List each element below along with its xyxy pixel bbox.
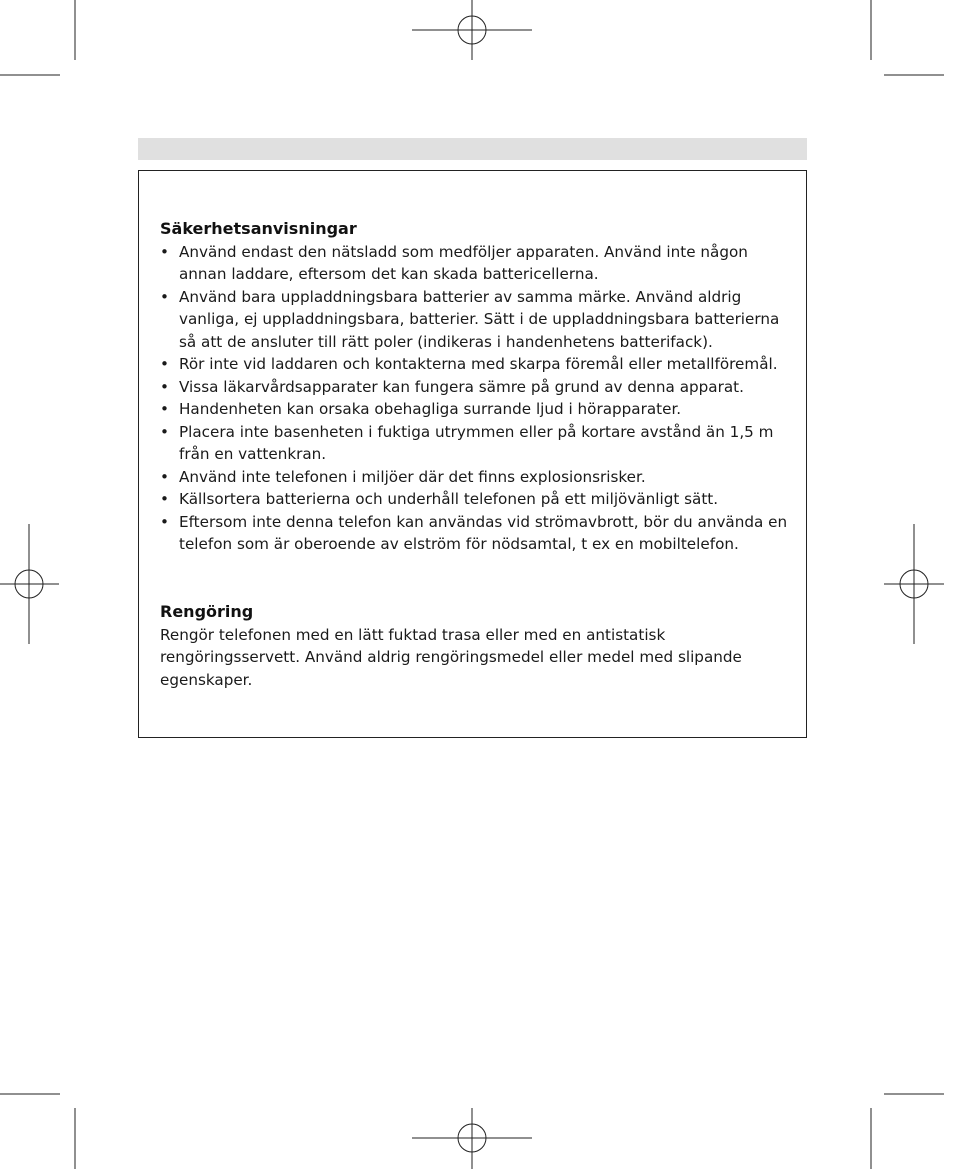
- list-item: [160, 353, 796, 376]
- list-item: [160, 286, 796, 354]
- bullet-icon: •: [160, 467, 169, 486]
- safety-section: [160, 218, 796, 556]
- bullet-icon: •: [160, 377, 169, 396]
- cleaning-text: Rengör telefonen med en lätt fuktad trasa eller med en antistatisk rengöringsservett. Använd aldrig rengöringsmedel eller medel med slipande egenskaper.: [160, 625, 742, 689]
- bullet-icon: •: [160, 242, 169, 261]
- list-item: [160, 241, 796, 286]
- cleaning-section: [160, 601, 796, 691]
- list-item: [160, 376, 796, 399]
- list-item-text: Rör inte vid laddaren och kontakterna med skarpa föremål eller metallföremål.: [179, 355, 778, 373]
- list-item-text: Använd bara uppladdningsbara batterier av samma märke. Använd aldrig vanliga, ej uppladdningsbara, batterier. Sätt i de uppladdningsbara batterierna så att de ansluter till rätt poler (indikeras i handenhetens batterifack).: [179, 287, 780, 351]
- list-item-text: Vissa läkarvårdsapparater kan fungera sämre på grund av denna apparat.: [179, 377, 744, 396]
- cleaning-heading: Rengöring: [160, 602, 254, 621]
- bullet-icon: •: [160, 287, 169, 306]
- bullet-icon: •: [160, 490, 169, 508]
- list-item-text: Källsortera batterierna och underhåll telefonen på ett miljövänligt sätt.: [179, 490, 719, 508]
- bullet-icon: •: [160, 400, 169, 418]
- list-item: [160, 421, 796, 466]
- registration-target-right: [884, 524, 944, 644]
- registration-target-left: [0, 524, 59, 644]
- safety-list: [160, 241, 796, 556]
- list-item-text: Placera inte basenheten i fuktiga utrymmen eller på kortare avstånd än 1,5 m från en vattenkran.: [179, 422, 774, 463]
- list-item-text: Handenheten kan orsaka obehagliga surrande ljud i hörapparater.: [179, 400, 682, 418]
- bullet-icon: •: [160, 512, 169, 531]
- list-item: [160, 511, 796, 556]
- safety-heading: Säkerhetsanvisningar: [160, 219, 357, 238]
- registration-target-top: [412, 0, 532, 60]
- list-item-text: Eftersom inte denna telefon kan användas vid strömavbrott, bör du använda en telefon som är oberoende av elström för nödsamtal, t ex en mobiltelefon.: [179, 512, 788, 553]
- list-item: [160, 398, 796, 421]
- list-item: [160, 466, 796, 489]
- list-item: [160, 488, 796, 511]
- list-item-text: Använd endast den nätsladd som medföljer apparaten. Använd inte någon annan laddare, eftersom det kan skada battericellerna.: [179, 242, 748, 283]
- list-item-text: Använd inte telefonen i miljöer där det finns explosionsrisker.: [179, 467, 646, 486]
- registration-target-bottom: [412, 1108, 532, 1169]
- header-bar: [138, 138, 807, 160]
- bullet-icon: •: [160, 355, 169, 373]
- content-box: [138, 170, 807, 738]
- bullet-icon: •: [160, 422, 169, 441]
